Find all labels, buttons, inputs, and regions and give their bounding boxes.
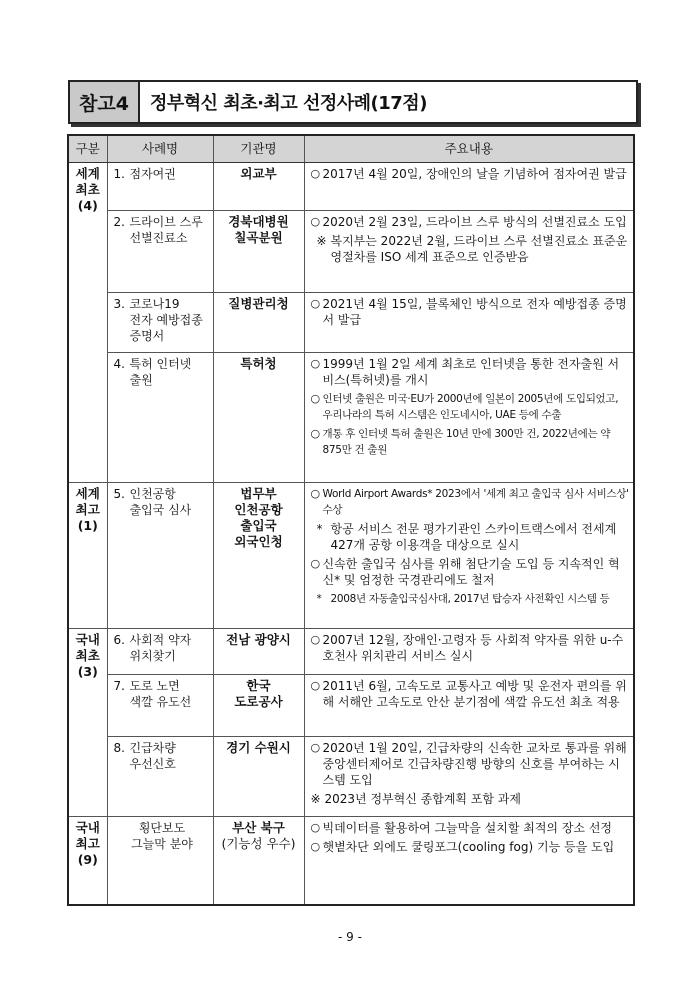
header-agency: 기관명 bbox=[213, 135, 304, 163]
case-cell: 2. 드라이브 스루 선별진료소 bbox=[107, 211, 213, 293]
cases-table bbox=[67, 134, 635, 906]
agency-cell: 경기 수원시 bbox=[213, 737, 304, 817]
content-cell: ○ 2020년 2월 23일, 드라이브 스루 방식의 선별진료소 도입 ※ 복지부는 2022년 2월, 드라이브 스루 선별진료소 표준운영절차를 ISO 세계 표준으로 인증받음 bbox=[304, 211, 634, 293]
content-cell: ○ World Airport Awards* 2023에서 '세계 최고 출입국 심사 서비스상' 수상 * 항공 서비스 전문 평가기관인 스카이트랙스에서 전세계 427개 공항 이용객을 대상으로 실시 ○ 신속한 출입국 심사를 위해 첨단기술 도입 등 지속적인 혁신* 및 엄정한 국경관리에도 철저 * 2008년 자동출입국심사대, 2017년 탑승자 사전확인 시스템 등 bbox=[304, 483, 634, 629]
category-cell: 국내 최고 (9) bbox=[68, 817, 107, 905]
table-row bbox=[68, 629, 634, 675]
content-cell: ○ 1999년 1월 2일 세계 최초로 인터넷을 통한 전자출원 서비스(특허넷)를 개시 ○ 인터넷 출원은 미국·EU가 2000년에 일본이 2005년에 도입되었고, 우리나라의 특허 시스템은 인도네시아, UAE 등에 수출 ○ 개통 후 인터넷 특허 출원은 10년 만에 300만 건, 2022년에는 약 875만 건 출원 bbox=[304, 353, 634, 483]
agency-cell: 질병관리청 bbox=[213, 293, 304, 353]
content-cell: ○ 2021년 4월 15일, 블록체인 방식으로 전자 예방접종 증명서 발급 bbox=[304, 293, 634, 353]
case-cell: 횡단보도 그늘막 분야 bbox=[107, 817, 213, 905]
case-cell: 3. 코로나19 전자 예방접종 증명서 bbox=[107, 293, 213, 353]
table-row bbox=[68, 293, 634, 353]
table-row bbox=[68, 211, 634, 293]
table-row bbox=[68, 163, 634, 211]
content-cell: ○ 2011년 6월, 고속도로 교통사고 예방 및 운전자 편의를 위해 서해안 고속도로 안산 분기점에 색깔 유도선 최초 적용 bbox=[304, 675, 634, 737]
header-content: 주요내용 bbox=[304, 135, 634, 163]
content-cell: ○ 2007년 12월, 장애인·고령자 등 사회적 약자를 위한 u-수호천사 위치관리 서비스 실시 bbox=[304, 629, 634, 675]
table-row bbox=[68, 353, 634, 483]
section-title-box bbox=[68, 80, 638, 124]
reference-tag: 참고4 bbox=[70, 82, 140, 122]
header-case-name: 사례명 bbox=[107, 135, 213, 163]
agency-cell: 외교부 bbox=[213, 163, 304, 211]
agency-cell: 한국 도로공사 bbox=[213, 675, 304, 737]
table-header-row bbox=[68, 135, 634, 163]
case-cell: 7. 도로 노면 색깔 유도선 bbox=[107, 675, 213, 737]
case-cell: 5. 인천공항 출입국 심사 bbox=[107, 483, 213, 629]
agency-note: (기능성 우수) bbox=[221, 836, 296, 851]
agency-cell: 법무부 인천공항 출입국 외국인청 bbox=[213, 483, 304, 629]
page-number: - 9 - bbox=[338, 930, 362, 944]
agency-cell: 전남 광양시 bbox=[213, 629, 304, 675]
content-cell: ○ 2020년 1월 20일, 긴급차량의 신속한 교차로 통과를 위해 중앙센터제어로 긴급차량진행 방향의 신호를 부여하는 시스템 도입 ※ 2023년 정부혁신 종합계획 포함 과제 bbox=[304, 737, 634, 817]
section-title: 정부혁신 최초·최고 선정사례(17점) bbox=[150, 93, 427, 114]
case-cell: 6. 사회적 약자 위치찾기 bbox=[107, 629, 213, 675]
category-cell: 세계 최초 (4) bbox=[68, 163, 107, 483]
agency-cell bbox=[213, 817, 304, 905]
header-category: 구분 bbox=[68, 135, 107, 163]
case-cell: 4. 특허 인터넷 출원 bbox=[107, 353, 213, 483]
table-row bbox=[68, 483, 634, 629]
content-cell: ○ 2017년 4월 20일, 장애인의 날을 기념하여 점자여권 발급 bbox=[304, 163, 634, 211]
category-cell: 국내 최초 (3) bbox=[68, 629, 107, 817]
agency-cell: 경북대병원 칠곡분원 bbox=[213, 211, 304, 293]
table-row bbox=[68, 737, 634, 817]
agency-cell: 특허청 bbox=[213, 353, 304, 483]
content-cell: ○ 빅데이터를 활용하여 그늘막을 설치할 최적의 장소 선정 ○ 햇볕차단 외에도 쿨링포그(cooling fog) 기능 등을 도입 bbox=[304, 817, 634, 905]
case-cell: 8. 긴급차량 우선신호 bbox=[107, 737, 213, 817]
category-cell: 세계 최고 (1) bbox=[68, 483, 107, 629]
agency-name: 부산 북구 bbox=[232, 820, 285, 835]
case-cell: 1. 점자여권 bbox=[107, 163, 213, 211]
table-row bbox=[68, 675, 634, 737]
table-row bbox=[68, 817, 634, 905]
